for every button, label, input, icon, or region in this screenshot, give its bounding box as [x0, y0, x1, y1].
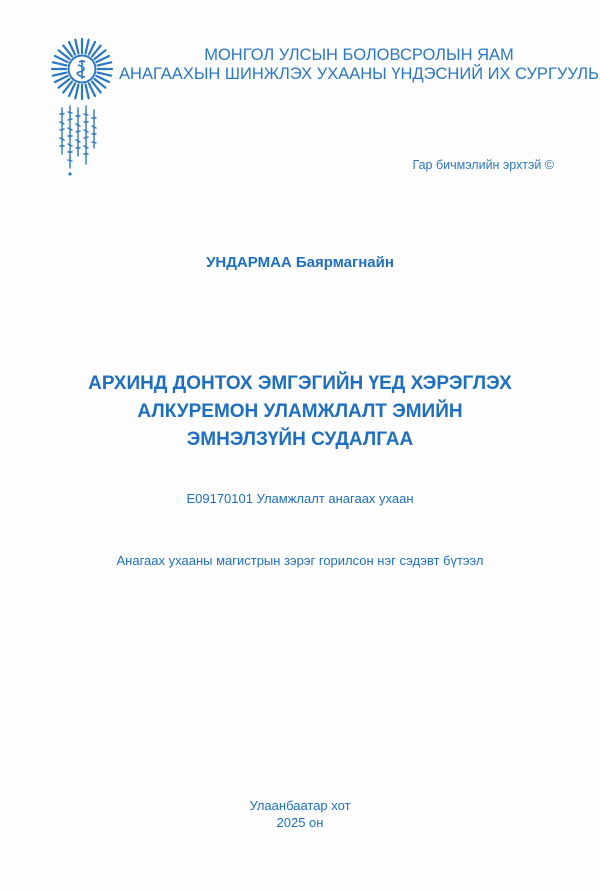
- city-name: Улаанбаатар хот: [249, 798, 351, 813]
- degree-statement: Анагаах ухааны магистрын зэрэг горилсон нэг сэдэвт бүтээл: [116, 553, 484, 568]
- thesis-title-line-2: АЛКУРЕМОН УЛАМЖЛАЛТ ЭМИЙН: [137, 401, 463, 422]
- year: 2025 он: [276, 815, 324, 830]
- thesis-title-line-1: АРХИНД ДОНТОХ ЭМГЭГИЙН ҮЕД ХЭРЭГЛЭХ: [88, 373, 512, 394]
- place-and-year: [0, 797, 600, 831]
- copyright-notice: Гар бичмэлийн эрхтэй ©: [412, 158, 554, 172]
- specialty-code: E09170101 Уламжлалт анагаах ухаан: [186, 491, 414, 506]
- author-name: УНДАРМАА Баярмагнайн: [206, 254, 394, 271]
- thesis-title-line-3: ЭМНЭЛЗҮЙН СУДАЛГАА: [186, 429, 414, 450]
- university-name: АНАГААХЫН ШИНЖЛЭХ УХААНЫ ҮНДЭСНИЙ ИХ СУРГУУЛЬ: [119, 65, 599, 83]
- thesis-title: [0, 370, 600, 454]
- institution-header: [118, 46, 600, 84]
- university-emblem-icon: [48, 36, 116, 186]
- ministry-name: МОНГОЛ УЛСЫН БОЛОВСРОЛЫН ЯАМ: [204, 46, 514, 64]
